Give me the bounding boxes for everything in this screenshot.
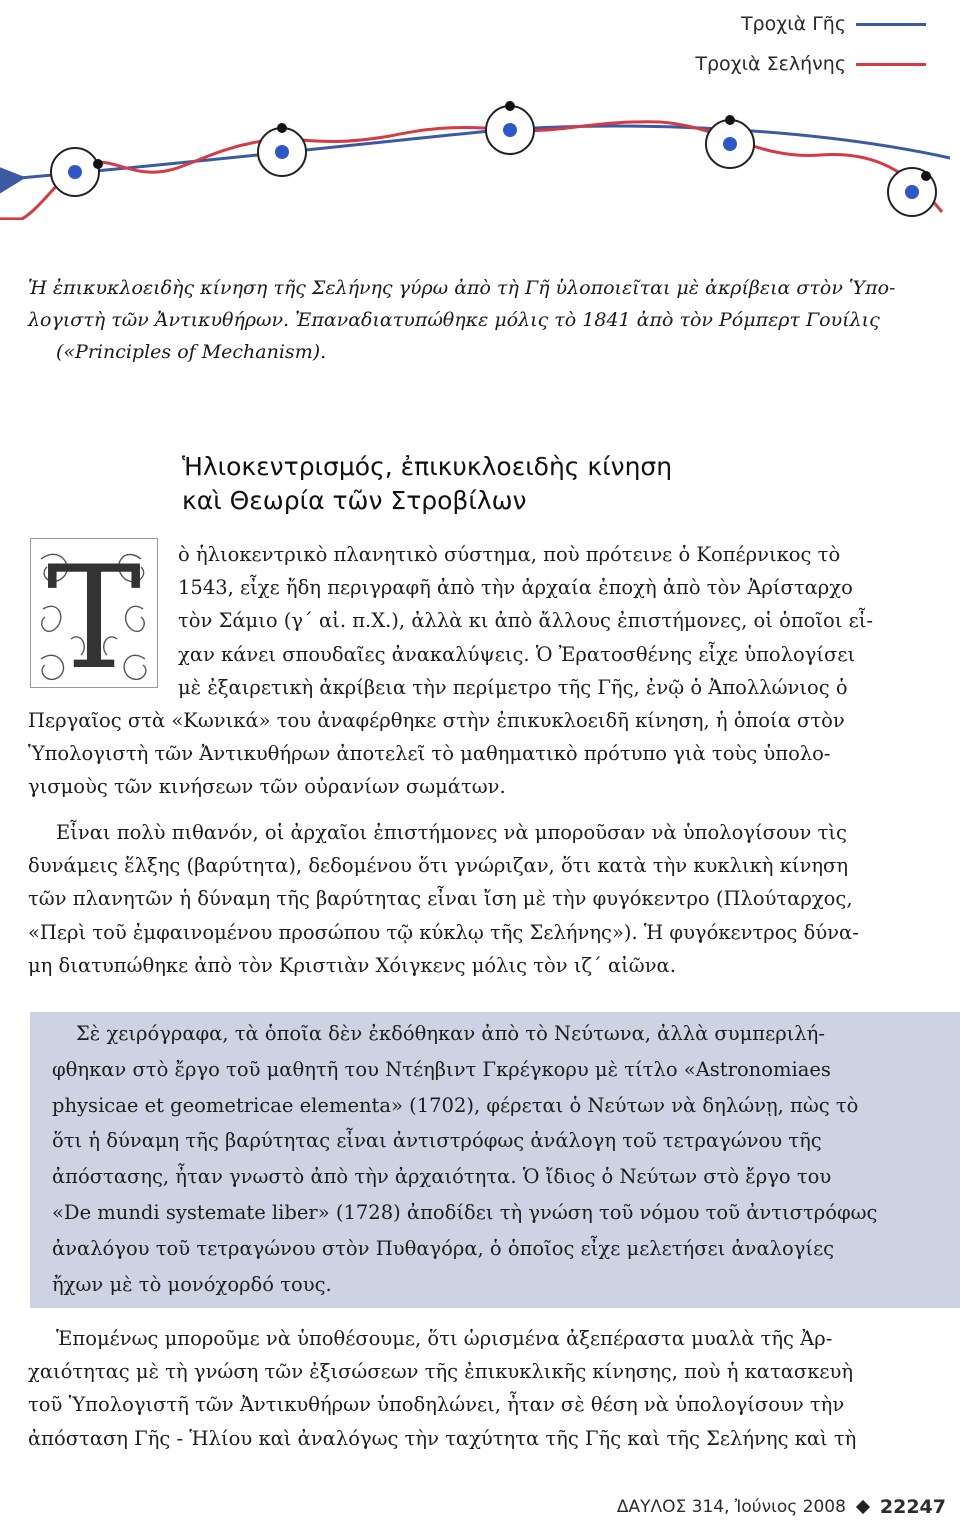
text-line: «Περὶ τοῦ ἐμφαινομένου προσώπου τῷ κύκλῳ τῆς Σελήνης»). Ἡ φυγόκεντρος δύνα- [28,920,859,944]
text-line: γισμοὺς τῶν κινήσεων τῶν οὐρανίων σωμάτων. [28,775,506,799]
text-line: Εἶναι πολὺ πιθανόν, οἱ ἀρχαῖοι ἐπιστήμονες νὰ μποροῦσαν νὰ ὑπολογίσουν τὶς [56,821,847,844]
earth-position-4 [706,120,754,168]
legend-moon-line [856,63,926,66]
legend-earth-label: Τροχιὰ Γῆς [740,13,846,35]
caption-line: Ἡ ἐπικυκλοειδὴς κίνηση τῆς Σελήνης γύρω ἀπὸ τὴ Γῆ ὑλοποιεῖται μὲ ἀκρίβεια στὸν Ὑπο- [28,277,896,299]
caption-line: («Principles of Mechanism). [56,341,327,363]
text-line: ἤχων μὲ τὸ μονόχορδό τους. [52,1272,332,1296]
issue-label: ΔΑΥΛΟΣ 314, Ἰούνιος 2008 [616,1497,846,1517]
paragraph-3 [28,1322,950,1455]
orbit-diagram [0,100,960,220]
text-line: ὸ ἡλιοκεντρικὸ πλανητικὸ σύστημα, ποὺ πρότεινε ὁ Κοπέρνικος τὸ [178,543,841,566]
text-line: ἀναλόγου τοῦ τετραγώνου στὸν Πυθαγόρα, ὁ ὁποῖος εἶχε μελετήσει ἀναλογίες [52,1236,835,1260]
paragraph-1 [28,538,950,804]
figure-caption [28,272,928,368]
text-line: Περγαῖος στὰ «Κωνικά» του ἀναφέρθηκε στὴν ἐπικυκλοειδῆ κίνηση, ἡ ὁποία στὸν [28,709,845,733]
text-line: χαιότητας μὲ τὴ γνώση τῶν ἐξισώσεων τῆς ἐπικυκλικῆς κίνησης, ποὺ ἡ κατασκευὴ [28,1360,854,1384]
text-line: τὸν Σάμιο (γ´ αἰ. π.Χ.), ἀλλὰ κι ἀπὸ ἄλλους ἐπιστήμονες, οἱ ὁποῖοι εἶ- [178,609,873,633]
heading-line: καὶ Θεωρία τῶν Στροβίλων [182,486,527,515]
highlight-box-text [52,1016,942,1302]
text-line: μη διατυπώθηκε ἀπὸ τὸν Κριστιὰν Χόιγκενς μόλις τὸν ιζ´ αἰῶνα. [28,953,676,977]
caption-line: λογιστὴ τῶν Ἀντικυθήρων. Ἐπαναδιατυπώθηκε μόλις τὸ 1841 ἀπὸ τὸν Ρόμπερτ Γουίλις [28,309,880,331]
legend-moon-orbit [695,44,926,84]
legend-earth-line [856,23,926,26]
moon-position-2 [277,123,287,133]
text-line: Ὑπολογιστὴ τῶν Ἀντικυθήρων ἀποτελεῖ τὸ μαθηματικὸ πρότυπο γιὰ τοὺς ὑπολο- [28,742,831,766]
earth-position-2 [258,128,306,176]
page-footer [617,1496,946,1518]
moon-position-4 [725,115,735,125]
text-line: φθηκαν στὸ ἔργο τοῦ μαθητῆ του Ντέηβιντ Γκρέγκορυ μὲ τίτλο «Astronomiaes [52,1057,831,1081]
legend-earth-orbit [695,4,926,44]
text-line: τοῦ Ὑπολογιστῆ τῶν Ἀντικυθήρων ὑποδηλώνει, ἦταν σὲ θέση νὰ ὑπολογίσουν τὴν [28,1393,845,1417]
diagram-legend [695,4,926,84]
text-line: μὲ ἐξαιρετικὴ ἀκρίβεια τὴν περίμετρο τῆς Γῆς, ἐνῷ ὁ Ἀπολλώνιος ὁ [178,675,848,699]
page-number: 22247 [879,1496,946,1518]
text-line: χαν κάνει σπουδαῖες ἀνακαλύψεις. Ὁ Ἐρατοσθένης εἶχε ὑπολογίσει [178,642,856,666]
text-line: 1543, εἶχε ἤδη περιγραφῆ ἀπὸ τὴν ἀρχαία ἐποχὴ ἀπὸ τὸν Ἀρίσταρχο [178,576,853,600]
text-line: Ἑπομένως μποροῦμε νὰ ὑποθέσουμε, ὅτι ὡρισμένα ἀξεπέραστα μυαλὰ τῆς Ἀρ- [56,1327,833,1350]
paragraph-2 [28,816,950,982]
moon-position-5 [921,171,931,181]
text-line: Σὲ χειρόγραφα, τὰ ὁποῖα δὲν ἐκδόθηκαν ἀπὸ τὸ Νεύτωνα, ἀλλὰ συμπεριλή- [76,1022,825,1045]
earth-position-3 [486,106,534,154]
section-heading [182,450,882,518]
earth-position-1 [51,148,99,196]
moon-position-3 [505,101,515,111]
text-line: ὅτι ἡ δύναμη τῆς βαρύτητας εἶναι ἀντιστρόφως ἀνάλογη τοῦ τετραγώνου τῆς [52,1129,822,1153]
text-line: «De mundi systemate liber» (1728) ἀποδίδει τὴ γνώση τοῦ νόμου τοῦ ἀντιστρόφως [52,1200,878,1224]
text-line: τῶν πλανητῶν ἡ δύναμη τῆς βαρύτητας εἶναι ἴση μὲ τὴν φυγόκεντρο (Πλούταρχος, [28,887,853,911]
diamond-icon [856,1500,870,1514]
moon-position-1 [93,159,103,169]
legend-moon-label: Τροχιὰ Σελήνης [695,53,846,75]
text-line: δυνάμεις ἕλξης (βαρύτητα), δεδομένου ὅτι γνώριζαν, ὅτι κατὰ τὴν κυκλικὴ κίνηση [28,854,849,878]
earth-orbit-path [20,126,950,178]
text-line: physicae et geometricae elementa» (1702), φέρεται ὁ Νεύτων νὰ δηλώνῃ, πὼς τὸ [52,1093,859,1117]
heading-line: Ἡλιοκεντρισμός, ἐπικυκλοειδὴς κίνηση [182,452,673,481]
drop-cap-letter: T [46,538,142,688]
text-line: ἀπόσταση Γῆς - Ἡλίου καὶ ἀναλόγως τὴν ταχύτητα τῆς Γῆς καὶ τῆς Σελήνης καὶ τὴ [28,1426,857,1450]
text-line: ἀπόστασης, ἦταν γνωστὸ ἀπὸ τὴν ἀρχαιότητα. Ὁ ἴδιος ὁ Νεύτων στὸ ἔργο του [52,1165,832,1189]
